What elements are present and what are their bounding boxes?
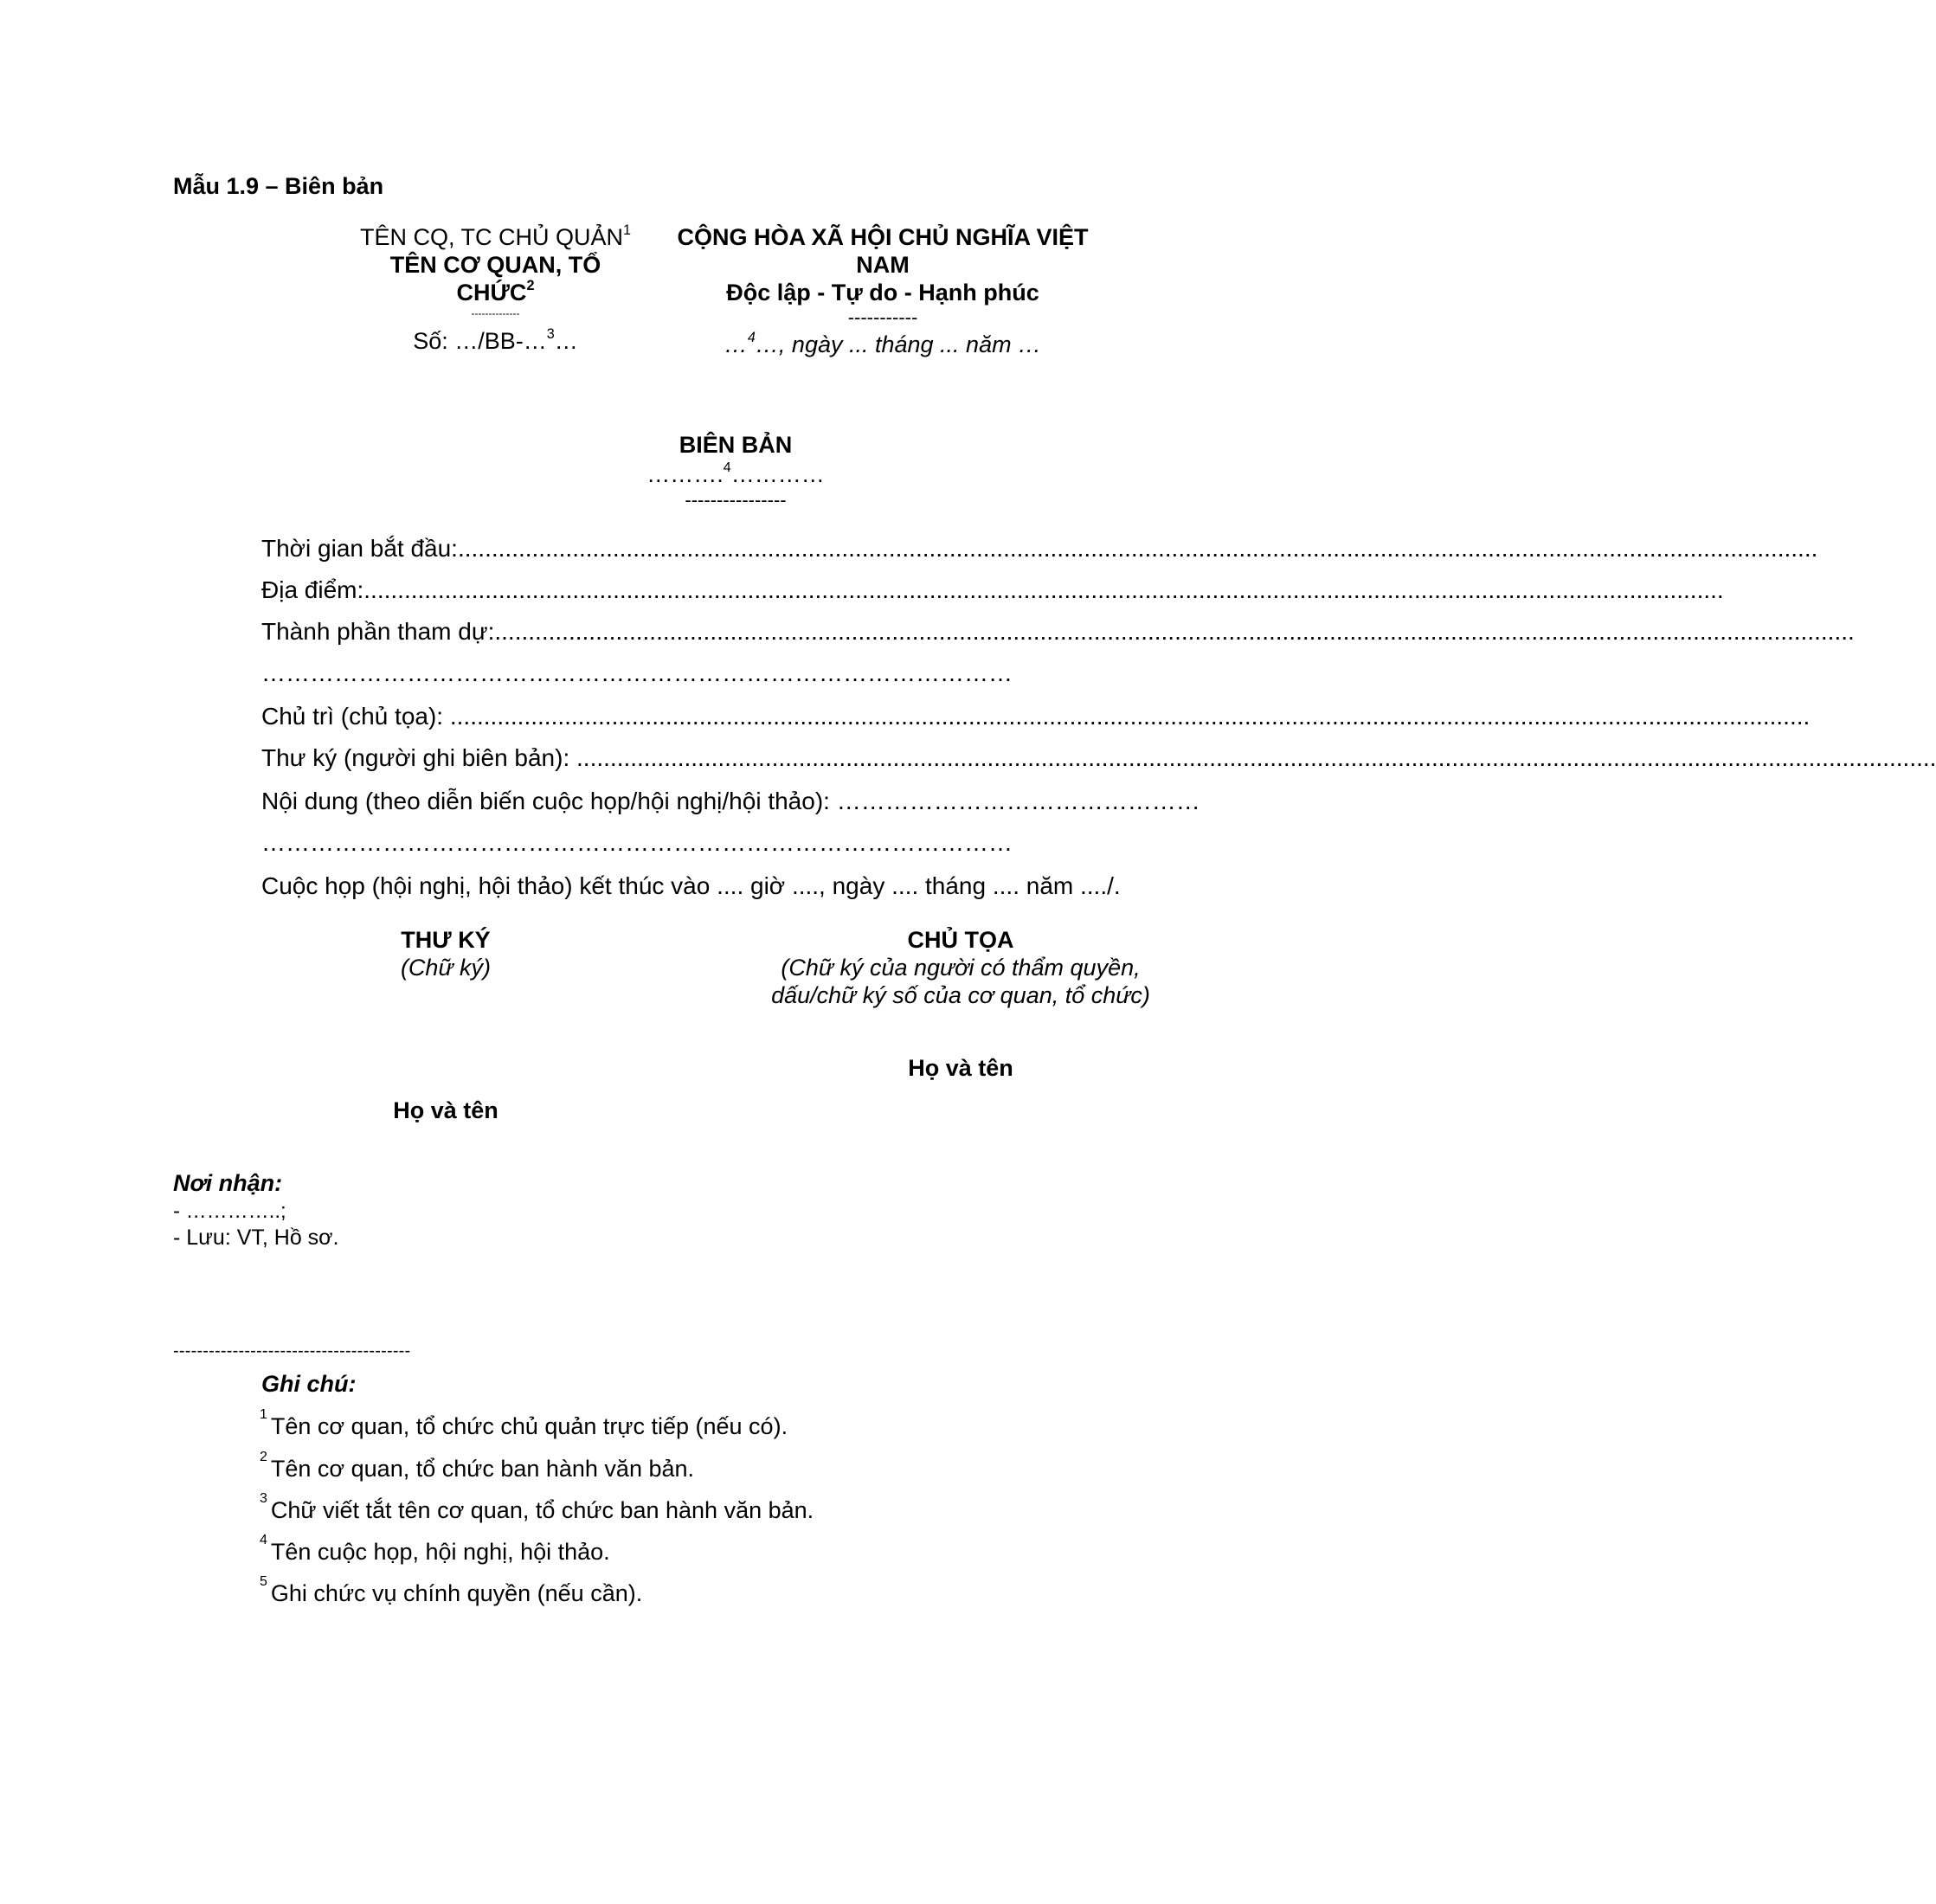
dot-leader: ..........................................................................................................................................................................................................	[494, 618, 1855, 645]
chair-signature-note-line1: (Chữ ký của người có thẩm quyền,	[781, 955, 1141, 981]
secretary-full-name: Họ và tên	[393, 1097, 498, 1123]
chair-signature-block	[718, 926, 1203, 1009]
meeting-end-line: Cuộc họp (hội nghị, hội thảo) kết thúc vào .... giờ ...., ngày .... tháng .... năm ..../.	[261, 872, 1121, 899]
field-chair: Chủ trì (chủ tọa): ..........................................................................................................................................................................................................	[261, 703, 1811, 730]
header-right-divider: -----------	[847, 306, 918, 328]
form-title: Mẫu 1.9 – Biên bản	[173, 173, 384, 199]
meeting-name-placeholder: ……….$^4$…………	[646, 460, 825, 487]
field-start-time: Thời gian bắt đầu: ..........................................................................................................................................................................................................	[261, 535, 1818, 562]
field-location: Địa điểm: ..........................................................................................................................................................................................................	[261, 576, 1724, 603]
dot-leader: ..........................................................................................................................................................................................................	[363, 576, 1724, 603]
title-divider: ----------------	[685, 489, 787, 511]
document-title: BIÊN BẢN	[679, 432, 793, 458]
document-number: Số: …/BB-…$^3$…	[413, 325, 578, 354]
national-motto: Độc lập - Tự do - Hạnh phúc	[726, 280, 1039, 306]
footnote-5: $^5$ Ghi chức vụ chính quyền (nếu cần).	[260, 1574, 643, 1606]
header-left-divider: --------------	[471, 307, 520, 319]
header-left	[342, 223, 649, 355]
org-name-line1: TÊN CƠ QUAN, TỔ	[389, 252, 601, 278]
chair-signature-note-line2: dấu/chữ ký số của cơ quan, tổ chức)	[771, 982, 1150, 1008]
dot-leader: ..........................................................................................................................................................................................................	[449, 703, 1811, 730]
place-date: …$^4$…, ngày ... tháng ... năm …	[724, 329, 1042, 357]
secretary-signature-block	[312, 926, 580, 981]
recipient-line-2: - Lưu: VT, Hồ sơ.	[173, 1225, 339, 1250]
notes-heading: Ghi chú:	[261, 1371, 357, 1397]
country-name-line2: NAM	[856, 252, 910, 278]
dot-leader: ..........................................................................................................................................................................................................	[457, 535, 1818, 562]
secretary-signature-note: (Chữ ký)	[400, 955, 492, 981]
dot-leader: ..........................................................................................................................................................................................................	[576, 744, 1936, 771]
footnote-4: $^4$ Tên cuộc họp, hội nghị, hội thảo.	[260, 1533, 610, 1565]
chair-title: CHỦ TỌA	[907, 927, 1014, 953]
recipient-line-1: - …………..;	[173, 1200, 286, 1223]
footnote-3: $^3$ Chữ viết tắt tên cơ quan, tổ chức ban hành văn bản.	[260, 1491, 814, 1523]
recipients-heading: Nơi nhận:	[173, 1170, 283, 1196]
field-participants: Thành phần tham dự: ..........................................................................................................................................................................................................	[261, 618, 1855, 645]
org-name-line2: CHỨC$^2$	[456, 277, 535, 306]
document-title-block	[554, 430, 917, 511]
country-name-line1: CỘNG HÒA XÃ HỘI CHỦ NGHĨA VIỆT	[677, 224, 1089, 250]
chair-full-name: Họ và tên	[908, 1055, 1013, 1081]
footnote-1: $^1$ Tên cơ quan, tổ chức chủ quản trực tiếp (nếu có).	[260, 1407, 788, 1439]
parent-org: TÊN CQ, TC CHỦ QUẢN$^1$	[359, 222, 632, 250]
field-secretary: Thư ký (người ghi biên bản): ..........................................................................................................................................................................................................	[261, 744, 1936, 771]
footnote-divider: ----------------------------------------	[173, 1341, 411, 1360]
field-content: Nội dung (theo diễn biến cuộc họp/hội nghị/hội thảo): ………………………………………	[261, 788, 1200, 814]
content-continuation: …………………………………………………………………………………	[261, 829, 1013, 856]
footnote-2: $^2$ Tên cơ quan, tổ chức ban hành văn bản.	[260, 1450, 695, 1482]
header-right	[658, 223, 1108, 358]
secretary-title: THƯ KÝ	[401, 927, 491, 953]
participants-continuation: …………………………………………………………………………………	[261, 659, 1013, 686]
